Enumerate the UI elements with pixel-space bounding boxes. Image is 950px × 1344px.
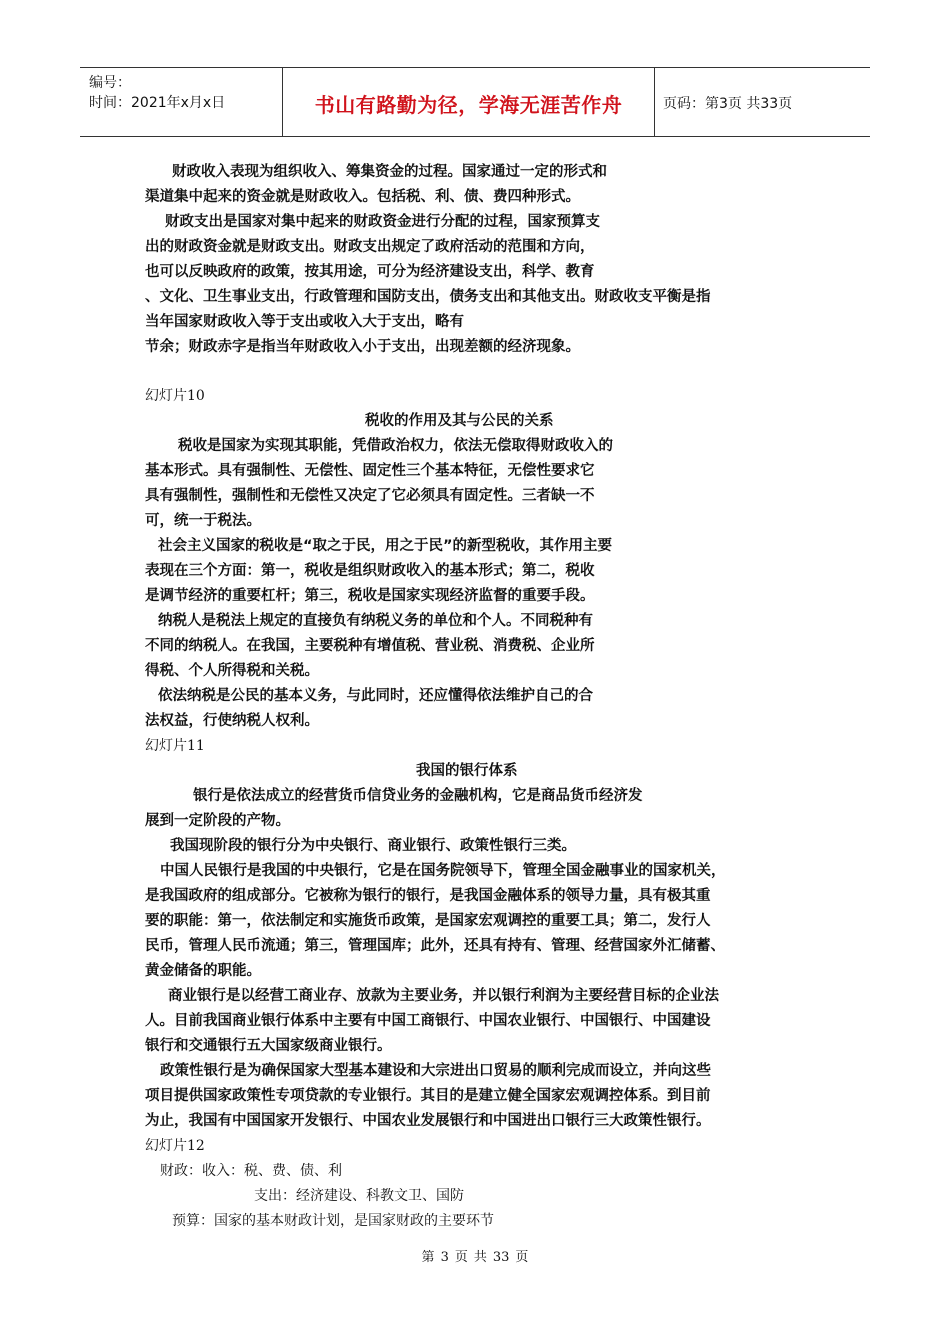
paragraph-line: 财政收入表现为组织收入、筹集资金的过程。国家通过一定的形式和: [172, 164, 607, 180]
paragraph-line: 法权益，行使纳税人权利。: [145, 713, 319, 729]
slide-label: 幻灯片12: [145, 1138, 205, 1154]
paragraph-line: 民币，管理人民币流通；第三，管理国库；此外，还具有持有、管理、经营国家外汇储蓄、: [145, 938, 725, 954]
paragraph-line: 也可以反映政府的政策，按其用途，可分为经济建设支出，科学、教育: [145, 264, 595, 280]
paragraph-line: 要的职能：第一，依法制定和实施货币政策，是国家宏观调控的重要工具；第二，发行人: [145, 913, 711, 929]
footer-di: 第: [421, 1250, 435, 1265]
outline-line: 支出：经济建设、科教文卫、国防: [254, 1188, 464, 1204]
section-title: 税收的作用及其与公民的关系: [365, 413, 554, 429]
paragraph-line: 社会主义国家的税收是“取之于民，用之于民”的新型税收，其作用主要: [158, 538, 613, 554]
paragraph-line: 财政支出是国家对集中起来的财政资金进行分配的过程，国家预算支: [165, 214, 600, 230]
paragraph-line: 我国现阶段的银行分为中央银行、商业银行、政策性银行三类。: [170, 838, 576, 854]
paragraph-line: 为止，我国有中国国家开发银行、中国农业发展银行和中国进出口银行三大政策性银行。: [145, 1113, 711, 1129]
outline-line: 预算：国家的基本财政计划，是国家财政的主要环节: [172, 1213, 494, 1229]
paragraph-line: 税收是国家为实现其职能，凭借政治权力，依法无偿取得财政收入的: [178, 438, 613, 454]
time-label: 时间：2021年x月x日: [89, 95, 226, 111]
paragraph-line: 可，统一于税法。: [145, 513, 261, 529]
paragraph-line: 银行和交通银行五大国家级商业银行。: [145, 1038, 392, 1054]
paragraph-line: 政策性银行是为确保国家大型基本建设和大宗进出口贸易的顺利完成而设立，并向这些: [160, 1063, 711, 1079]
paragraph-line: 纳税人是税法上规定的直接负有纳税义务的单位和个人。不同税种有: [158, 613, 593, 629]
footer-total-pages: 33: [492, 1250, 510, 1265]
header-motto-cell: [283, 68, 655, 136]
footer-ye: 页: [515, 1250, 529, 1265]
paragraph-line: 依法纳税是公民的基本义务，与此同时，还应懂得依法维护自己的合: [158, 688, 593, 704]
paragraph-line: 黄金储备的职能。: [145, 963, 261, 979]
footer-gong: 共: [473, 1250, 487, 1265]
number-label: 编号：: [89, 75, 131, 91]
paragraph-line: 具有强制性，强制性和无偿性又决定了它必须具有固定性。三者缺一不: [145, 488, 595, 504]
section-title: 我国的银行体系: [416, 763, 518, 779]
slide-label: 幻灯片11: [145, 738, 205, 754]
outline-line: 财政：收入：税、费、债、利: [160, 1163, 342, 1179]
paragraph-line: 项目提供国家政策性专项贷款的专业银行。其目的是建立健全国家宏观调控体系。到目前: [145, 1088, 711, 1104]
motto: 书山有路勤为径，学海无涯苦作舟: [314, 93, 623, 117]
paragraph-line: 是调节经济的重要杠杆；第三，税收是国家实现经济监督的重要手段。: [145, 588, 595, 604]
page-header: [80, 67, 870, 137]
paragraph-line: 得税、个人所得税和关税。: [145, 663, 319, 679]
page-code: 页码：第3页 共33页: [663, 96, 793, 112]
paragraph-line: 渠道集中起来的资金就是财政收入。包括税、利、债、费四种形式。: [145, 189, 580, 205]
paragraph-line: 人。目前我国商业银行体系中主要有中国工商银行、中国农业银行、中国银行、中国建设: [145, 1013, 711, 1029]
paragraph-line: 银行是依法成立的经营货币信贷业务的金融机构，它是商品货币经济发: [193, 788, 643, 804]
header-info-cell: [80, 68, 283, 136]
paragraph-line: 基本形式。具有强制性、无偿性、固定性三个基本特征，无偿性要求它: [145, 463, 595, 479]
paragraph-line: 当年国家财政收入等于支出或收入大于支出，略有: [145, 314, 464, 330]
paragraph-line: 展到一定阶段的产物。: [145, 813, 290, 829]
slide-label: 幻灯片10: [145, 388, 205, 404]
paragraph-line: 中国人民银行是我国的中央银行，它是在国务院领导下，管理全国金融事业的国家机关，: [160, 863, 726, 879]
footer-ye: 页: [454, 1250, 468, 1265]
paragraph-line: 节余；财政赤字是指当年财政收入小于支出，出现差额的经济现象。: [145, 339, 580, 355]
header-page-cell: [655, 68, 870, 136]
paragraph-line: 是我国政府的组成部分。它被称为银行的银行，是我国金融体系的领导力量，具有极其重: [145, 888, 711, 904]
paragraph-line: 商业银行是以经营工商业存、放款为主要业务，并以银行利润为主要经营目标的企业法: [168, 988, 719, 1004]
paragraph-line: 、文化、卫生事业支出，行政管理和国防支出，债务支出和其他支出。财政收支平衡是指: [145, 289, 711, 305]
page-footer: [0, 1246, 950, 1265]
paragraph-line: 表现在三个方面：第一，税收是组织财政收入的基本形式；第二，税收: [145, 563, 595, 579]
paragraph-line: 出的财政资金就是财政支出。财政支出规定了政府活动的范围和方向，: [145, 239, 595, 255]
footer-page-number: 3: [440, 1250, 449, 1265]
paragraph-line: 不同的纳税人。在我国，主要税种有增值税、营业税、消费税、企业所: [145, 638, 595, 654]
